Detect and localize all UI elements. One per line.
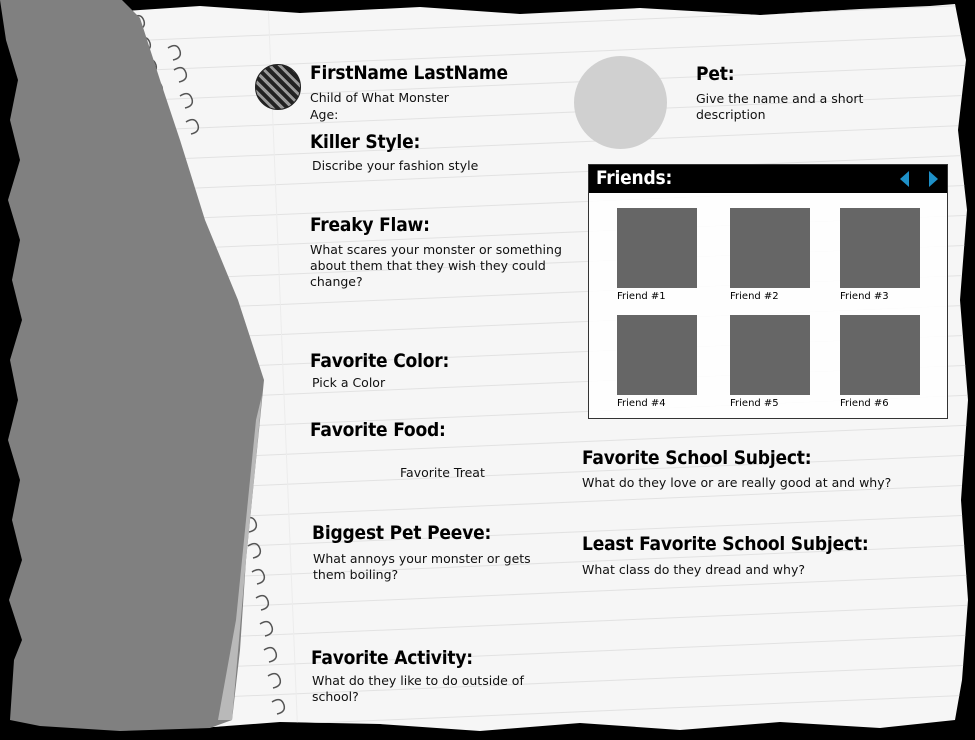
- friend-label: Friend #4: [617, 398, 666, 409]
- next-arrow-icon[interactable]: [925, 170, 941, 188]
- previous-arrow-icon[interactable]: [897, 170, 913, 188]
- friend-photo: [730, 315, 810, 395]
- friend-card[interactable]: [730, 315, 810, 409]
- friend-label: Friend #1: [617, 291, 666, 302]
- favorite-activity-text: What do they like to do outside of school?: [312, 673, 524, 704]
- friend-label: Friend #3: [840, 291, 889, 302]
- profile-name: FirstName LastName: [310, 62, 508, 84]
- friend-label: Friend #2: [730, 291, 779, 302]
- killer-style-heading: Killer Style:: [310, 131, 421, 153]
- friends-title: Friends:: [596, 167, 673, 189]
- friend-photo: [840, 208, 920, 288]
- killer-style-text: Discribe your fashion style: [312, 158, 479, 173]
- pet-photo: [574, 56, 667, 149]
- friend-label: Friend #5: [730, 398, 779, 409]
- profile-avatar: [255, 64, 301, 110]
- favorite-activity-heading: Favorite Activity:: [311, 647, 473, 669]
- freaky-flaw-heading: Freaky Flaw:: [310, 214, 430, 236]
- friend-photo: [617, 208, 697, 288]
- favorite-color-text: Pick a Color: [312, 375, 386, 390]
- friends-panel: [588, 164, 948, 419]
- freaky-flaw-text: What scares your monster or something about them that they wish they could change?: [310, 242, 562, 289]
- friends-header: [589, 165, 947, 193]
- friend-card[interactable]: [617, 315, 697, 409]
- pet-peeve-text: What annoys your monster or gets them boiling?: [313, 551, 531, 582]
- favorite-food-heading: Favorite Food:: [310, 419, 446, 441]
- favorite-color-heading: Favorite Color:: [310, 350, 450, 372]
- friend-photo: [730, 208, 810, 288]
- profile-parent: Child of What Monster: [310, 90, 449, 105]
- profile-age-label: Age:: [310, 107, 339, 122]
- pet-peeve-heading: Biggest Pet Peeve:: [312, 522, 492, 544]
- friend-card[interactable]: [617, 208, 697, 302]
- friend-card[interactable]: [840, 208, 920, 302]
- favorite-subject-heading: Favorite School Subject:: [582, 447, 812, 469]
- friend-photo: [617, 315, 697, 395]
- favorite-food-text: Favorite Treat: [400, 465, 485, 480]
- friend-label: Friend #6: [840, 398, 889, 409]
- least-subject-heading: Least Favorite School Subject:: [582, 533, 869, 555]
- friend-photo: [840, 315, 920, 395]
- favorite-subject-text: What do they love or are really good at and why?: [582, 475, 892, 490]
- friend-card[interactable]: [730, 208, 810, 302]
- pet-heading: Pet:: [696, 63, 735, 85]
- pet-description: Give the name and a short description: [696, 91, 864, 122]
- least-subject-text: What class do they dread and why?: [582, 562, 805, 577]
- friend-card[interactable]: [840, 315, 920, 409]
